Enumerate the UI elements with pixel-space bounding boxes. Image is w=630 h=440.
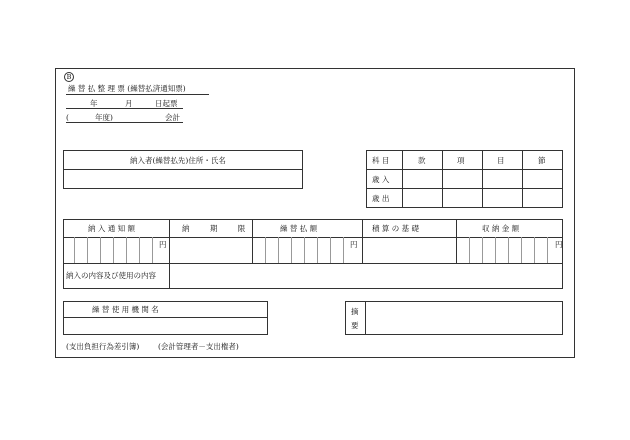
- footer-note-ledger: (支出負担行為差引簿): [66, 342, 140, 351]
- basis-field[interactable]: [363, 238, 455, 262]
- col-advance-amount: 繰 替 払 額: [280, 224, 318, 233]
- fiscal-year-label: 年度): [95, 113, 113, 122]
- content-label: 納入の内容及び使用の内容: [66, 271, 156, 280]
- remarks-label-1: 摘: [351, 307, 359, 316]
- payer-header: 納入者(繰替払先)住所・氏名: [130, 156, 226, 165]
- remarks-label-2: 要: [351, 321, 359, 330]
- budget-col-setsu: 節: [538, 156, 546, 165]
- received-amount-field[interactable]: [457, 238, 562, 262]
- fiscal-open-paren: (: [66, 113, 69, 122]
- date-year: 年: [90, 99, 98, 108]
- col-deadline: 納 期 限: [182, 224, 255, 233]
- form-title: 繰 替 払 整 理 票 (繰替払済通知票): [68, 84, 186, 93]
- budget-col-kan: 款: [418, 156, 426, 165]
- form-mark: B: [66, 73, 72, 81]
- agency-header: 繰 替 使 用 機 関 名: [92, 305, 159, 314]
- title-underline: [66, 94, 209, 95]
- col-basis: 積 算 の 基 礎: [372, 224, 420, 233]
- date-month: 月: [125, 99, 133, 108]
- date-underline: [66, 108, 183, 109]
- col-received-amount: 収 納 金 額: [482, 224, 520, 233]
- col-notice-amount: 納 入 通 知 額: [88, 224, 136, 233]
- yen-unit-received: 円: [555, 240, 563, 249]
- deadline-field[interactable]: [170, 238, 251, 262]
- fiscal-underline: [66, 122, 183, 123]
- notice-amount-field[interactable]: [64, 238, 168, 262]
- budget-col-kou: 項: [457, 156, 465, 165]
- agency-field[interactable]: [64, 318, 267, 334]
- yen-unit-advance: 円: [350, 240, 358, 249]
- budget-row-expense: 歳 出: [372, 194, 390, 203]
- budget-revenue-cells[interactable]: [403, 170, 562, 187]
- remarks-field[interactable]: [366, 302, 562, 334]
- date-day: 日起票: [155, 99, 178, 108]
- budget-row-revenue: 歳 入: [372, 175, 390, 184]
- payer-field[interactable]: [64, 170, 302, 188]
- budget-col-kamoku: 科 目: [372, 156, 390, 165]
- yen-unit-notice: 円: [159, 240, 167, 249]
- account-label: 会計: [165, 113, 180, 122]
- budget-col-moku: 目: [497, 156, 505, 165]
- advance-amount-field[interactable]: [253, 238, 361, 262]
- content-field[interactable]: [170, 264, 562, 288]
- footer-note-authority: (会計管理者－支出権者): [158, 342, 239, 351]
- budget-expense-cells[interactable]: [403, 189, 562, 207]
- form-mark-circle: [64, 72, 74, 82]
